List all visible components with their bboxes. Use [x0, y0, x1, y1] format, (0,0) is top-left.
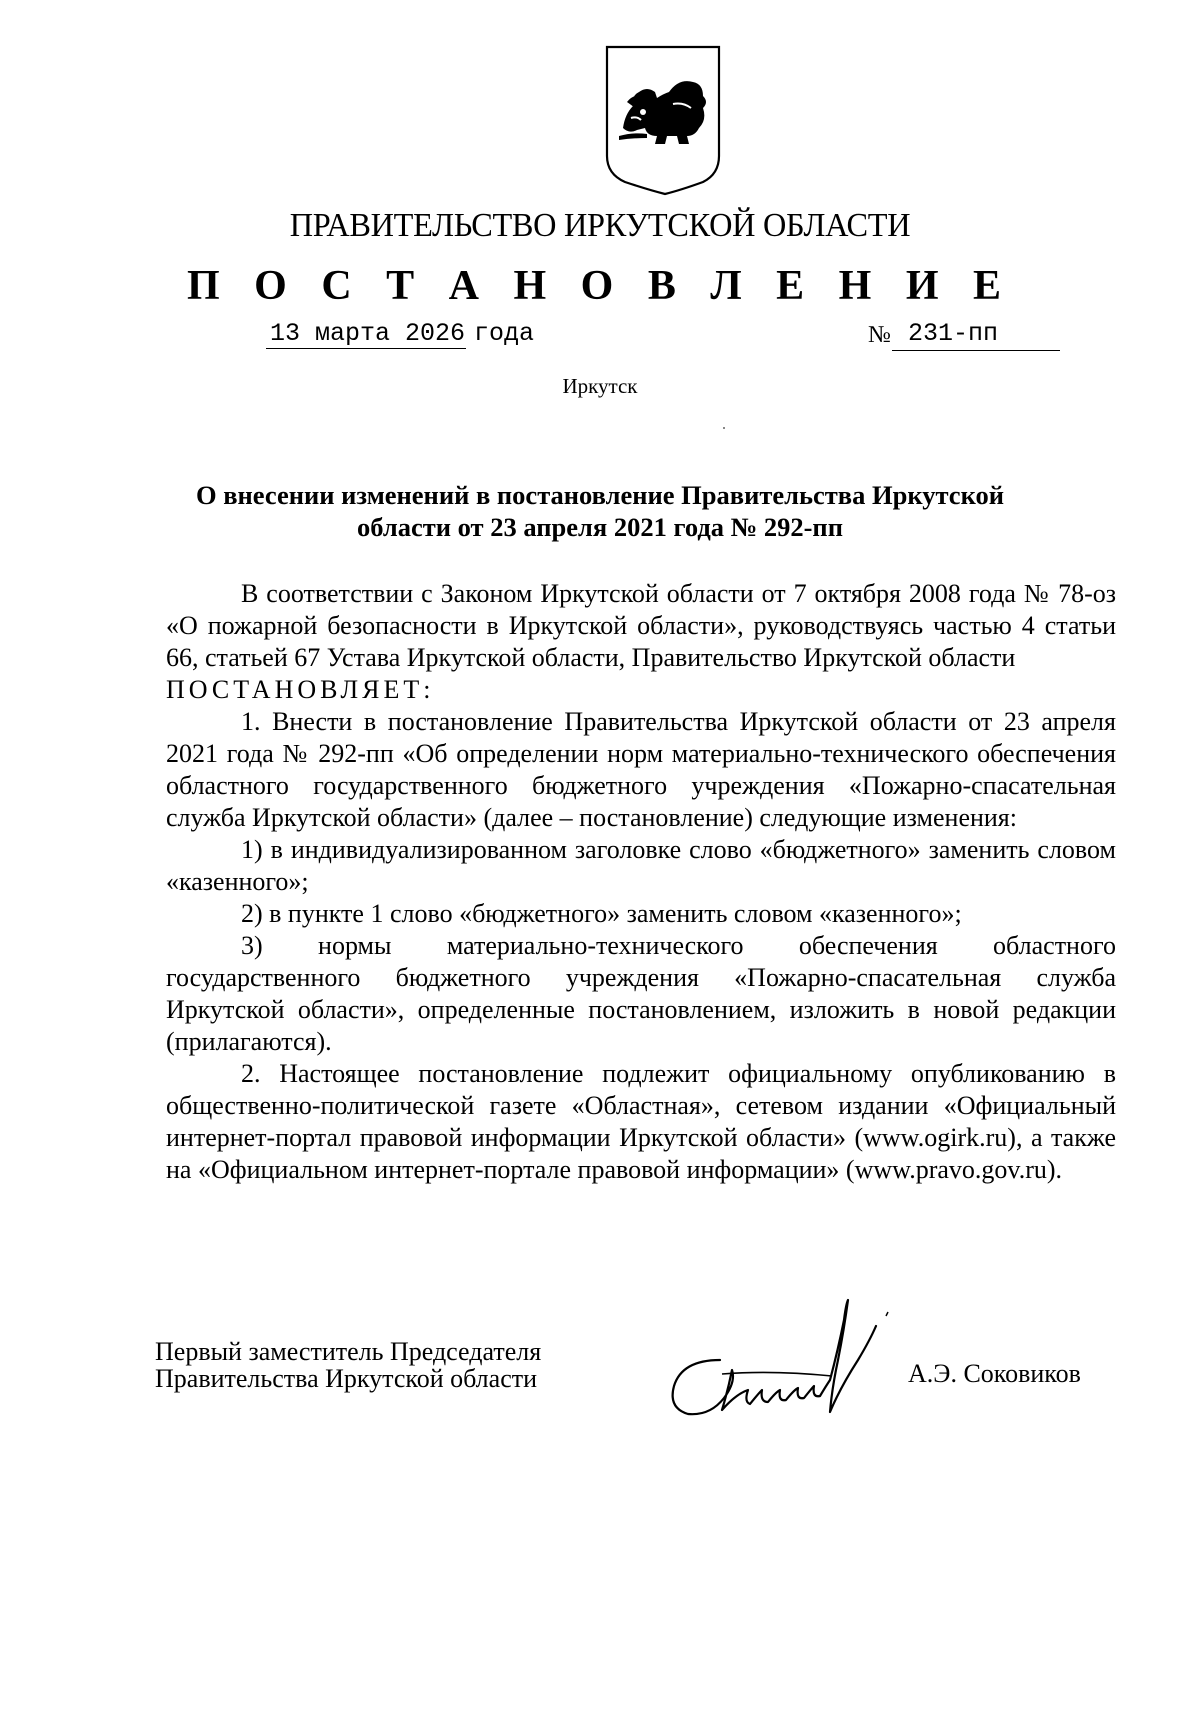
signatory-name: А.Э. Соковиков — [908, 1359, 1081, 1388]
number-underline — [892, 350, 1060, 351]
coat-of-arms-icon — [603, 44, 723, 196]
paragraph-1-1: 1) в индивидуализированном заголовке слово «бюджетного» заменить словом «казенного»; — [166, 835, 1116, 896]
paragraph-2: 2. Настоящее постановление подлежит официальному опубликованию в общественно-политической газете «Областная», сетевом издании «Официальный интернет-портал правовой информации Иркутской области» (www.ogirk.ru), а также на «Официальном интернет-портале правовой информации» (www.pravo.gov.ru). — [166, 1059, 1116, 1184]
preamble: В соответствии с Законом Иркутской области от 7 октября 2008 года № 78-оз «О пожарной безопасности в Иркутской области», руководствуясь частью 4 статьи 66, статьей 67 Устава Иркутской области, Правительство Иркутской области — [166, 579, 1116, 672]
title-line-1: О внесении изменений в постановление Правительства Иркутской — [195, 480, 1005, 510]
signatory-position — [155, 1338, 541, 1392]
handwritten-signature-icon — [662, 1290, 902, 1450]
date-suffix: года — [474, 319, 535, 348]
paragraph-1: 1. Внести в постановление Правительства Иркутской области от 23 апреля 2021 года № 292-пп «Об определении норм материально-технического обеспечения областного государственного бюджетного учреждения «Пожарно-спасательная служба Иркутской области» (далее – постановление) следующие изменения: — [166, 707, 1116, 832]
number-sign: № — [868, 322, 891, 348]
document-number: 231-пп — [908, 319, 999, 348]
document-body — [166, 578, 1116, 1186]
paragraph-1-3: 3) нормы материально-технического обеспечения областного государственного бюджетного учреждения «Пожарно-спасательная служба Иркутской области», определенные постановлением, изложить в новой редакции (прилагаются). — [166, 931, 1116, 1056]
position-line-1: Первый заместитель Председателя — [155, 1337, 542, 1366]
city: Иркутск — [562, 374, 638, 398]
paragraph-1-2: 2) в пункте 1 слово «бюджетного» заменить словом «казенного»; — [241, 899, 962, 928]
document-type: П О С Т А Н О В Л Е Н И Е — [186, 263, 1014, 309]
document-date: 13 марта 2026 — [270, 319, 466, 348]
position-line-2: Правительства Иркутской области — [155, 1364, 538, 1393]
government-name: ПРАВИТЕЛЬСТВО ИРКУТСКОЙ ОБЛАСТИ — [289, 207, 911, 244]
scan-speck — [723, 427, 725, 429]
date-underline — [266, 348, 466, 349]
document-title — [0, 479, 1200, 543]
title-line-2: области от 23 апреля 2021 года № 292-пп — [357, 512, 843, 542]
resolves: ПОСТАНОВЛЯЕТ: — [166, 675, 435, 704]
